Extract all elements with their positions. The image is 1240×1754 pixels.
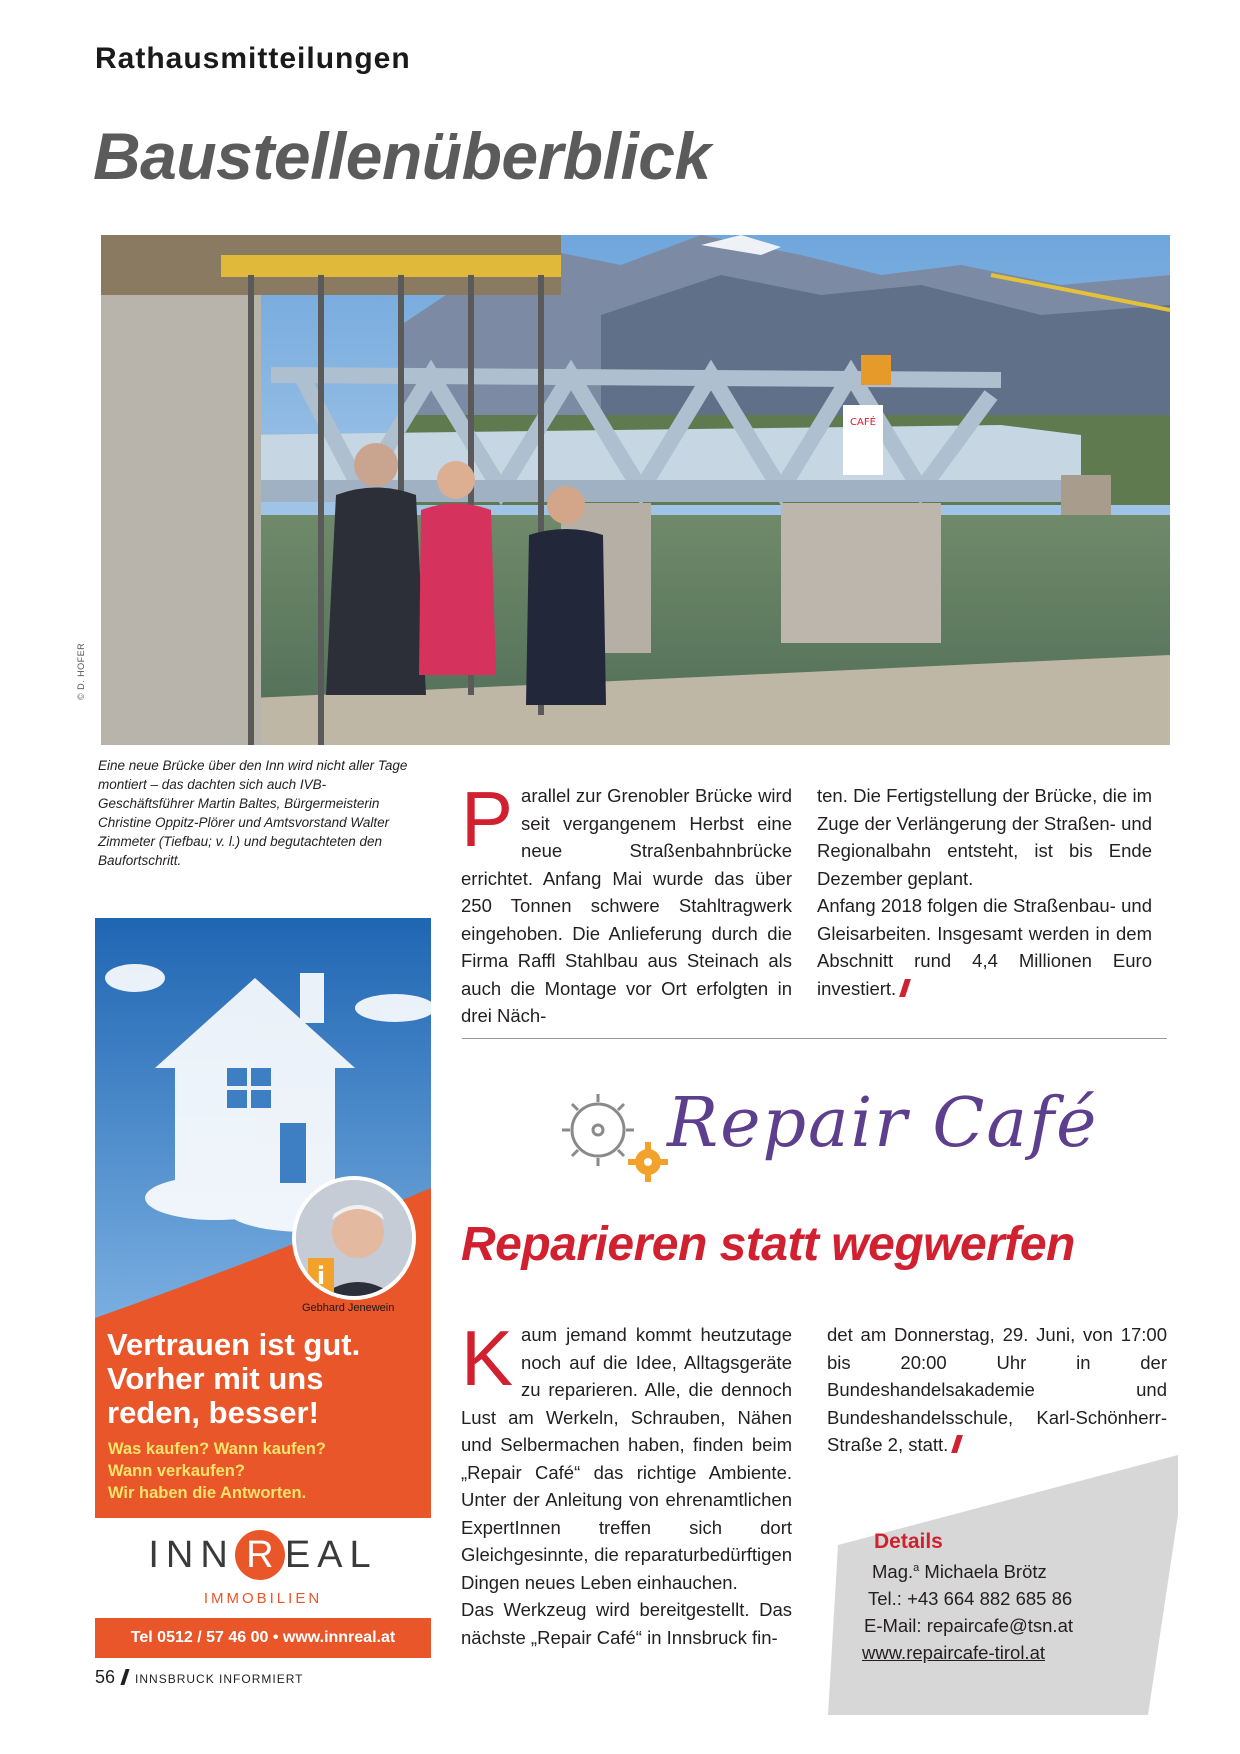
dropcap-k: K	[461, 1314, 514, 1402]
ad-subheadline: Was kaufen? Wann kaufen? Wann verkaufen? Wir haben die Antworten.	[108, 1440, 326, 1502]
svg-text:i: i	[316, 1262, 326, 1290]
article2-column1	[461, 1314, 792, 1651]
article2-text-1: aum jemand kommt heutzutage noch auf die Idee, Alltagsgeräte zu reparieren. Alle, die dennoch Lust am Werkeln, Schrauben, Nähen und Selbermachen haben, finden beim „Repair Café“ das richtige Ambiente. Unter der Anleitung von ehrenamtlichen ExpertInnen treffen sich dort Gleichgesinnte, die reparaturbedürftigen Dingen neues Leben einhauchen.	[461, 1324, 792, 1593]
details-contact-name: Mag.$^a$ Michaela Brötz	[872, 1561, 1047, 1583]
details-box	[862, 1528, 1073, 1666]
agent-name: Gebhard Jenewein	[302, 1302, 395, 1314]
article2-text-3: det am Donnerstag, 29. Juni, von 17:00 bis 20:00 Uhr in der Bundeshandelsakademie und Bundeshandelsschule, Karl-Schönherr-Straße 2, statt.	[827, 1324, 1167, 1455]
article2-text-2: Das Werkzeug wird bereitgestellt. Das nächste „Repair Café“ in Innsbruck fin-	[461, 1599, 792, 1648]
agent-portrait	[292, 1176, 416, 1300]
banner-text: CAFÉ	[850, 417, 876, 428]
bridge-photo	[101, 235, 1170, 745]
repair-cafe-logo-text: Repair Café	[667, 1084, 1099, 1163]
ad-headline: Vertrauen ist gut. Vorher mit uns reden, besser!	[107, 1327, 361, 1430]
page-title: Baustellenüberblick	[93, 119, 711, 193]
publication-name: INNSBRUCK INFORMIERT	[135, 1672, 304, 1686]
photo-caption: Eine neue Brücke über den Inn wird nicht aller Tage montiert – das dachten sich auch IVB-Geschäftsführer Martin Baltes, Bürgermeisterin Christine Oppitz-Plörer und Amtsvorstand Walter Zimmeter (Tiefbau; v. l.) und begutachteten den Baufortschritt.	[98, 758, 408, 868]
details-website-link[interactable]: www.repaircafe-tirol.at	[862, 1642, 1046, 1664]
ad-contact[interactable]: Tel 0512 / 57 46 00 • www.innreal.at	[95, 1618, 431, 1658]
repair-cafe-headline: Reparieren statt wegwerfen	[461, 1218, 1075, 1271]
bridge-illustration	[101, 235, 1170, 745]
article1-column1	[461, 775, 792, 1030]
section-divider	[462, 1038, 1167, 1039]
end-mark	[951, 1435, 963, 1453]
article1-text-1: arallel zur Grenobler Brücke wird seit vergangenem Herbst eine neue Straßenbahnbrücke errichtet. Anfang Mai wurde das über 250 Tonnen schwere Stahltragwerk eingehoben. Die Anlieferung durch die Firma Raffl Stahlbau aus Steinach als auch die Montage vor Ort erfolgten in drei Näch-	[461, 785, 792, 1026]
footer-slash	[120, 1669, 129, 1685]
innreal-logo: INN R EAL	[95, 1530, 431, 1580]
repair-cafe-logo	[550, 1080, 1099, 1190]
end-mark	[899, 979, 911, 997]
article1-text-3: Anfang 2018 folgen die Straßenbau- und Gleisarbeiten. Insgesamt werden in dem Abschnitt rund 4,4 Millionen Euro investiert.	[817, 895, 1152, 999]
details-email[interactable]: E-Mail: repaircafe@tsn.at	[864, 1615, 1073, 1637]
article2-column2	[827, 1321, 1167, 1459]
innreal-logo-sub: IMMOBILIEN	[203, 1590, 323, 1607]
details-phone: Tel.: +43 664 882 685 86	[868, 1588, 1073, 1610]
article1-column2	[817, 782, 1152, 1002]
page-number: 56	[95, 1667, 116, 1687]
page-footer	[95, 1667, 303, 1688]
section-label: Rathausmitteilungen	[95, 42, 411, 75]
dropcap-p: P	[461, 775, 514, 863]
gear-icon	[550, 1080, 670, 1190]
innreal-advertisement[interactable]	[95, 918, 431, 1658]
photo-credit: © D. HOFER	[76, 642, 86, 700]
article1-text-2: ten. Die Fertigstellung der Brücke, die im Zuge der Verlängerung der Straßen- und Regionalbahn entsteht, ist bis Ende Dezember geplant.	[817, 785, 1152, 889]
details-title: Details	[874, 1530, 943, 1553]
